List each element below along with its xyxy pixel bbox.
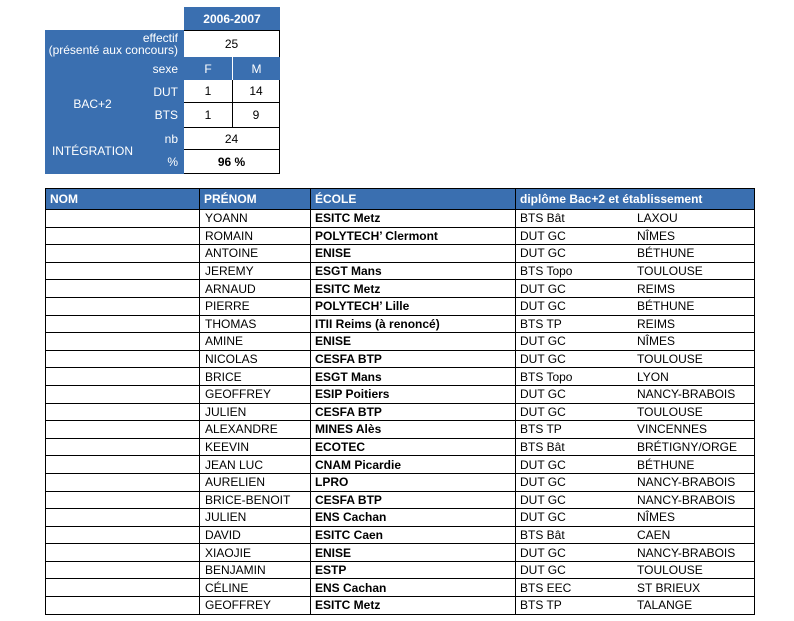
header-prenom: PRÉNOM	[200, 189, 311, 210]
cell-ecole: CNAM Picardie	[311, 456, 516, 474]
cell-etablissement: REIMS	[637, 316, 676, 331]
table-row	[46, 315, 755, 333]
cell-diplome-etablissement	[516, 280, 755, 298]
cell-diplome-etablissement	[516, 579, 755, 597]
sexe-f-header: F	[184, 57, 232, 80]
sexe-m-header: M	[232, 57, 280, 80]
cell-prenom: JEAN LUC	[200, 456, 311, 474]
table-row	[46, 262, 755, 280]
cell-ecole: ENS Cachan	[311, 579, 516, 597]
summary-table	[0, 0, 794, 180]
cell-prenom: BRICE	[200, 368, 311, 386]
cell-diplome: BTS EEC	[520, 580, 572, 595]
cell-diplome-etablissement	[516, 245, 755, 263]
table-body	[46, 210, 755, 615]
cell-ecole: ENISE	[311, 544, 516, 562]
cell-ecole: ESTP	[311, 561, 516, 579]
cell-diplome: BTS TP	[520, 598, 562, 613]
cell-ecole: ENISE	[311, 333, 516, 351]
cell-ecole: POLYTECH’ Lille	[311, 297, 516, 315]
cell-nom	[46, 350, 200, 368]
table-row	[46, 297, 755, 315]
cell-ecole: LPRO	[311, 473, 516, 491]
cell-diplome: BTS Bât	[520, 440, 565, 455]
cell-prenom: GEOFFREY	[200, 597, 311, 615]
cell-prenom: ALEXANDRE	[200, 421, 311, 439]
table-row	[46, 280, 755, 298]
cell-etablissement: TOULOUSE	[637, 264, 703, 279]
cell-ecole: ESITC Metz	[311, 210, 516, 228]
table-header-row	[46, 189, 755, 210]
cell-prenom: CÉLINE	[200, 579, 311, 597]
table-row	[46, 333, 755, 351]
header-ecole: ÉCOLE	[311, 189, 516, 210]
cell-nom	[46, 509, 200, 527]
table-row	[46, 421, 755, 439]
cell-ecole: ESITC Caen	[311, 526, 516, 544]
cell-diplome-etablissement	[516, 227, 755, 245]
table-row	[46, 561, 755, 579]
students-table	[45, 188, 755, 615]
table-row	[46, 245, 755, 263]
cell-etablissement: TOULOUSE	[637, 563, 703, 578]
cell-prenom: ROMAIN	[200, 227, 311, 245]
cell-diplome: DUT GC	[520, 299, 566, 314]
table-row	[46, 544, 755, 562]
cell-prenom: KEEVIN	[200, 438, 311, 456]
cell-etablissement: BÉTHUNE	[637, 457, 695, 472]
nb-value: 24	[184, 127, 280, 150]
bac2-label: BAC+2	[45, 80, 140, 127]
cell-ecole: ESITC Metz	[311, 597, 516, 615]
cell-diplome-etablissement	[516, 421, 755, 439]
cell-etablissement: BÉTHUNE	[637, 299, 695, 314]
cell-ecole: CESFA BTP	[311, 403, 516, 421]
cell-etablissement: LYON	[637, 369, 669, 384]
table-row	[46, 597, 755, 615]
cell-diplome: DUT GC	[520, 563, 566, 578]
cell-ecole: POLYTECH’ Clermont	[311, 227, 516, 245]
cell-diplome: DUT GC	[520, 404, 566, 419]
cell-diplome: DUT GC	[520, 281, 566, 296]
cell-diplome: BTS TP	[520, 422, 562, 437]
cell-diplome-etablissement	[516, 597, 755, 615]
cell-diplome: BTS Topo	[520, 369, 573, 384]
cell-nom	[46, 438, 200, 456]
sexe-label: sexe	[45, 57, 184, 80]
cell-prenom: XIAOJIE	[200, 544, 311, 562]
cell-diplome-etablissement	[516, 333, 755, 351]
cell-ecole: ENISE	[311, 245, 516, 263]
cell-diplome-etablissement	[516, 509, 755, 527]
cell-etablissement: CAEN	[637, 527, 671, 542]
cell-prenom: GEOFFREY	[200, 385, 311, 403]
cell-ecole: ESGT Mans	[311, 368, 516, 386]
cell-diplome-etablissement	[516, 385, 755, 403]
cell-nom	[46, 315, 200, 333]
cell-ecole: ESGT Mans	[311, 262, 516, 280]
integration-label: INTÉGRATION	[45, 127, 140, 174]
cell-etablissement: REIMS	[637, 281, 676, 296]
cell-nom	[46, 526, 200, 544]
cell-diplome-etablissement	[516, 368, 755, 386]
cell-etablissement: BÉTHUNE	[637, 246, 695, 261]
cell-etablissement: NANCY-BRABOIS	[637, 475, 736, 490]
table-row	[46, 227, 755, 245]
cell-diplome-etablissement	[516, 473, 755, 491]
effectif-value: 25	[184, 30, 280, 57]
cell-nom	[46, 403, 200, 421]
cell-etablissement: NÎMES	[637, 334, 676, 349]
header-nom: NOM	[46, 189, 200, 210]
table-row	[46, 350, 755, 368]
cell-etablissement: NANCY-BRABOIS	[637, 492, 736, 507]
cell-diplome: DUT GC	[520, 387, 566, 402]
cell-prenom: BENJAMIN	[200, 561, 311, 579]
cell-prenom: YOANN	[200, 210, 311, 228]
cell-nom	[46, 245, 200, 263]
effectif-sub-label: (présenté aux concours)	[48, 42, 178, 57]
cell-diplome: BTS Bât	[520, 211, 565, 226]
cell-prenom: AMINE	[200, 333, 311, 351]
cell-nom	[46, 385, 200, 403]
effectif-label-text: effectif	[142, 30, 178, 45]
cell-diplome-etablissement	[516, 315, 755, 333]
cell-etablissement: NANCY-BRABOIS	[637, 387, 736, 402]
cell-prenom: NICOLAS	[200, 350, 311, 368]
table-row	[46, 473, 755, 491]
cell-nom	[46, 561, 200, 579]
cell-diplome: DUT GC	[520, 352, 566, 367]
effectif-label	[45, 30, 184, 57]
cell-diplome-etablissement	[516, 403, 755, 421]
cell-diplome-etablissement	[516, 350, 755, 368]
cell-diplome: BTS Bât	[520, 527, 565, 542]
cell-diplome: DUT GC	[520, 228, 566, 243]
cell-prenom: DAVID	[200, 526, 311, 544]
cell-prenom: BRICE-BENOIT	[200, 491, 311, 509]
cell-prenom: PIERRE	[200, 297, 311, 315]
cell-etablissement: NANCY-BRABOIS	[637, 545, 736, 560]
cell-ecole: CESFA BTP	[311, 350, 516, 368]
cell-diplome: DUT GC	[520, 510, 566, 525]
cell-ecole: ENS Cachan	[311, 509, 516, 527]
header-diplome: diplôme Bac+2 et établissement	[516, 189, 755, 210]
dut-m-value: 14	[232, 80, 280, 103]
cell-nom	[46, 579, 200, 597]
cell-nom	[46, 368, 200, 386]
cell-ecole: ITII Reims (à renoncé)	[311, 315, 516, 333]
cell-nom	[46, 456, 200, 474]
table-row	[46, 491, 755, 509]
cell-etablissement: TOULOUSE	[637, 404, 703, 419]
table-row	[46, 438, 755, 456]
cell-ecole: ECOTEC	[311, 438, 516, 456]
cell-diplome-etablissement	[516, 526, 755, 544]
cell-nom	[46, 421, 200, 439]
bts-label: BTS	[140, 103, 184, 127]
cell-nom	[46, 297, 200, 315]
cell-ecole: ESIP Poitiers	[311, 385, 516, 403]
cell-etablissement: TALANGE	[637, 598, 693, 613]
pct-value: 96 %	[184, 150, 280, 174]
cell-prenom: THOMAS	[200, 315, 311, 333]
cell-nom	[46, 280, 200, 298]
cell-prenom: JULIEN	[200, 509, 311, 527]
cell-diplome-etablissement	[516, 262, 755, 280]
bts-m-value: 9	[232, 103, 280, 127]
year-header: 2006-2007	[184, 7, 280, 30]
cell-diplome: DUT GC	[520, 492, 566, 507]
cell-ecole: ESITC Metz	[311, 280, 516, 298]
cell-prenom: AURELIEN	[200, 473, 311, 491]
cell-diplome: BTS Topo	[520, 264, 573, 279]
cell-etablissement: TOULOUSE	[637, 352, 703, 367]
bts-f-value: 1	[204, 108, 212, 122]
cell-etablissement: NÎMES	[637, 510, 676, 525]
cell-diplome: DUT GC	[520, 545, 566, 560]
cell-prenom: ANTOINE	[200, 245, 311, 263]
cell-diplome: DUT GC	[520, 246, 566, 261]
cell-diplome-etablissement	[516, 210, 755, 228]
cell-etablissement: LAXOU	[637, 211, 678, 226]
cell-etablissement: NÎMES	[637, 228, 676, 243]
cell-nom	[46, 597, 200, 615]
cell-diplome-etablissement	[516, 297, 755, 315]
cell-etablissement: VINCENNES	[637, 422, 708, 437]
cell-prenom: JULIEN	[200, 403, 311, 421]
cell-nom	[46, 544, 200, 562]
table-row	[46, 526, 755, 544]
cell-diplome-etablissement	[516, 438, 755, 456]
table-row	[46, 579, 755, 597]
table-row	[46, 210, 755, 228]
cell-nom	[46, 473, 200, 491]
cell-diplome: DUT GC	[520, 334, 566, 349]
dut-f-value: 1	[184, 80, 232, 103]
cell-etablissement: BRÉTIGNY/ORGE	[637, 440, 738, 455]
cell-diplome: BTS TP	[520, 316, 562, 331]
cell-ecole: MINES Alès	[311, 421, 516, 439]
cell-diplome-etablissement	[516, 456, 755, 474]
table-row	[46, 385, 755, 403]
cell-diplome-etablissement	[516, 544, 755, 562]
table-row	[46, 509, 755, 527]
pct-label: %	[140, 150, 184, 174]
table-row	[46, 403, 755, 421]
cell-etablissement: ST BRIEUX	[637, 580, 701, 595]
table-row	[46, 456, 755, 474]
cell-diplome-etablissement	[516, 491, 755, 509]
cell-prenom: ARNAUD	[200, 280, 311, 298]
nb-label: nb	[140, 127, 184, 150]
cell-nom	[46, 262, 200, 280]
cell-diplome: DUT GC	[520, 457, 566, 472]
cell-nom	[46, 210, 200, 228]
cell-nom	[46, 491, 200, 509]
cell-nom	[46, 333, 200, 351]
dut-label: DUT	[140, 80, 184, 103]
cell-ecole: CESFA BTP	[311, 491, 516, 509]
table-row	[46, 368, 755, 386]
cell-nom	[46, 227, 200, 245]
cell-diplome-etablissement	[516, 561, 755, 579]
cell-prenom: JEREMY	[200, 262, 311, 280]
cell-diplome: DUT GC	[520, 475, 566, 490]
